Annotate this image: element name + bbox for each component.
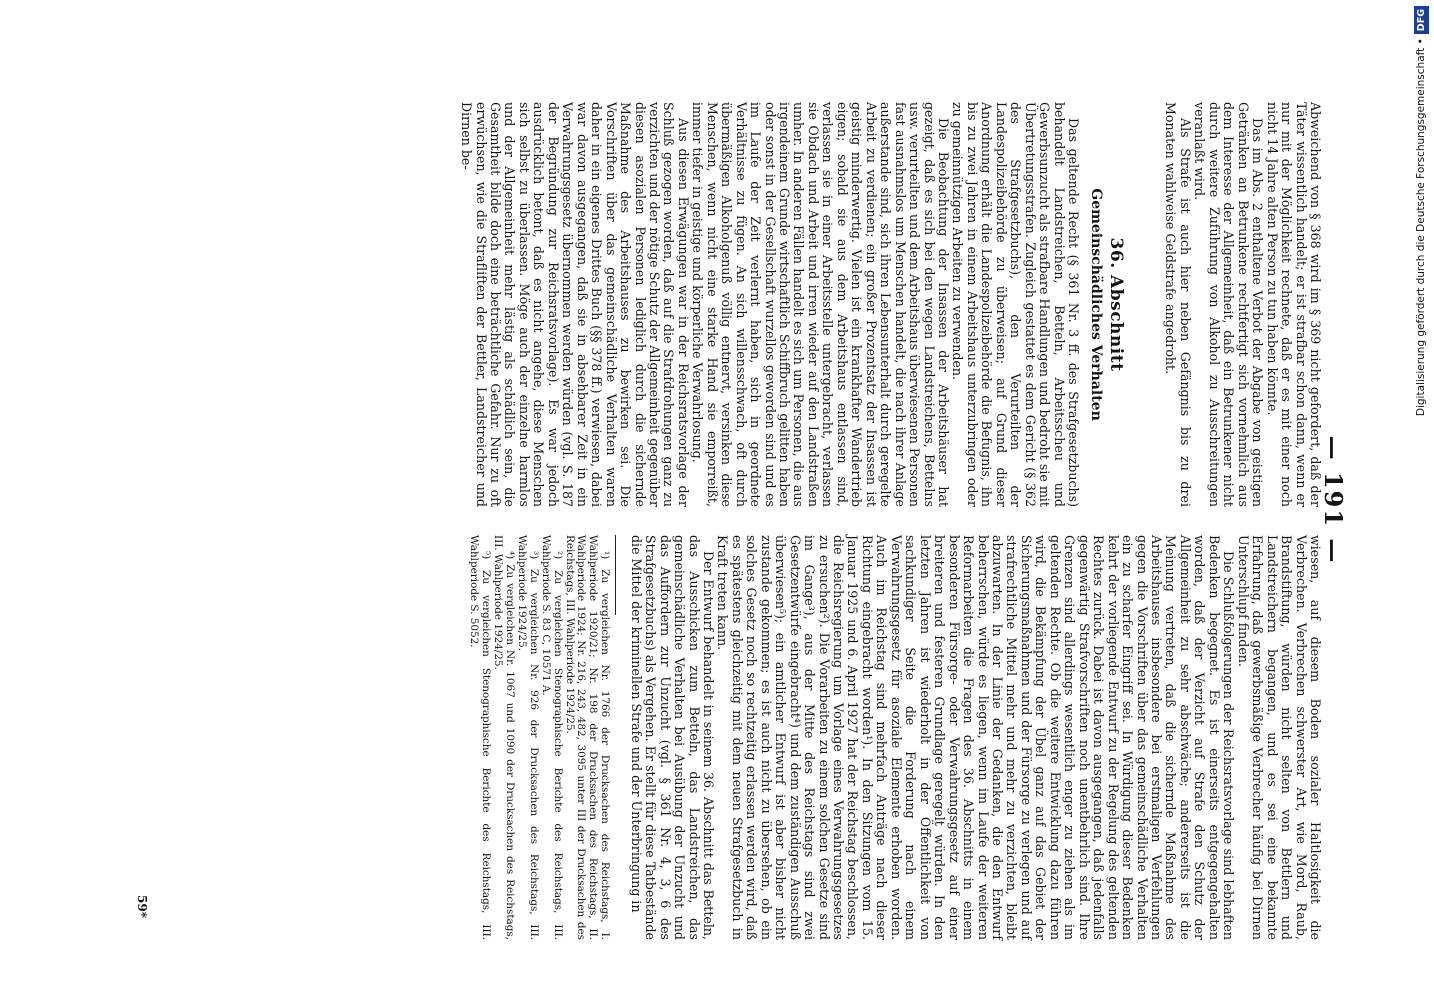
footnotes xyxy=(467,535,610,940)
page-number: — 191 — xyxy=(1319,435,1348,565)
section-heading: 36. Abschnitt xyxy=(1106,237,1127,372)
paragraph: Abweichend von § 368 wird im § 369 nicht gefordert, daß der Täter wissentlich handelt; er ist strafbar schon dann, wenn er nur mit der Möglichkeit rechnete, daß er es mit einer noch nicht 14 Jahre alten Person zu tun haben könnte. xyxy=(1264,102,1323,507)
footnote: ³) Zu vergleichen Nr. 926 der Drucksachen des Reichstags, III. Wahlperiode 1924/25. xyxy=(515,535,540,940)
left-section-text xyxy=(459,102,1080,507)
paragraph: Die Beobachtung der Insassen der Arbeitshäuser hat gezeigt, daß es sich bei den wegen Landstreichens, Bettelns usw. verurteilten und dem Arbeitshaus überwiesenen Personen fast ausnahmslos um Menschen handelt, die nach ihrer Anlage außerstande sind, sich ihren Lebensunterhalt durch geregelte Arbeit zu verdienen; ein großer Prozentsatz der Insassen ist geistig minderwertig. Vielen ist ein krankhafter Wandertrieb eigen; sobald sie aus dem Arbeitshaus entlassen sind, verlassen sie in einer Arbeitsstelle untergebracht, verlassen sie Obdach und Arbeit und irren wieder auf den Landstraßen umher. In anderen Fällen handelt es sich um Personen, die aus irgendeinem Grunde wirtschaftlich Schiffbruch gelitten haben oder sonst in der Gesellschaft wurzellos geworden sind und es im Laufe der Zeit verlernt haben, sich in geordnete Verhältnisse zu fügen. An sich willensschwach, oft durch übermäßigen Alkoholgenuß völlig entnervt, versinken diese Menschen, wenn nicht eine starke Hand sie emporreißt, immer tiefer in geistige und körperliche Verwahrlosung. xyxy=(690,102,952,507)
footnote: ²) Zu vergleichen Stenographische Berichte des Reichstags, III. Wahlperiode S. 83 C, 10571 A. xyxy=(539,535,564,940)
paragraph: Das im Abs. 2 enthaltene Verbot der Abgabe von geistigen Getränken an Betrunkene rechtfertigt sich vornehmlich aus dem Interesse der Allgemeinheit, daß ein Betrunkener nicht durch weitere Zuführung von Alkohol zu Ausschreitungen veranlaßt wird. xyxy=(1192,102,1266,507)
paragraph: Die Schlußfolgerungen der Reichsratsvorlage sind lebhaften Bedenken begegnet. Es ist einerseits entgegengehalten worden, daß der Verzicht auf Strafe den Schutz der Allgemeinheit zu sehr abschwäche; andererseits ist die Meinung vertreten, daß die sichernde Maßnahme des Arbeitshauses insbesondere bei erstmaligen Verfehlungen gegen die Vorschriften über das gemeinschädliche Verhalten ein zu scharfer Eingriff sei. In Würdigung dieser Bedenken kehrt der vorliegende Entwurf zu der Regelung des geltenden Rechtes zurück. Dabei ist davon ausgegangen, daß jedenfalls gegenwärtig Strafvorschriften noch unentbehrlich sind. Ihre Grenzen sind allerdings wesentlich enger zu ziehen als im geltenden Rechte. Ob die weitere Entwicklung dazu führen wird, die Bekämpfung der Übel ganz auf das Gebiet der Sicherungsmaßnahmen und der Fürsorge zu verlegen und auf strafrechtliche Mittel mehr und mehr zu verzichten, bleibt abzuwarten. In der Linie der Gedanken, die den Entwurf beherrschen, würde es liegen, wenn im Laufe der weiteren Reformarbeiten die Fragen des 36. Abschnitts in einem besonderen Fürsorge- oder Verwahrungsgesetz auf einer breiteren und festeren Grundlage geregelt würden. In den letzten Jahren ist wiederholt in der Öffentlichkeit von sachkundiger Seite die Forderung nach einem Verwahrungsgesetz für asoziale Elemente erhoben worden. Auch im Reichstag sind mehrfach Anträge nach dieser Richtung eingebracht worden¹). In den Sitzungen vom 15. Januar 1925 und 6. April 1927 hat der Reichstag beschlossen, die Reichsregierung um Vorlage eines Verwahrungsgesetzes zu ersuchen²). Die Vorarbeiten zu einem solchen Gesetze sind im Gange³), aus der Mitte des Reichstags sind zwei Gesetzentwürfe eingebracht⁴) und dem zuständigen Ausschuß überwiesen⁵); ein amtlicher Entwurf ist aber bisher nicht zustande gekommen; es ist auch nicht zu übersehen, ob ein solches Gesetz noch so rechtzeitig erlassen werden wird, daß es spätestens gleichzeitig mit dem neuen Strafgesetzbuch in Kraft treten kann. xyxy=(715,535,1237,940)
paragraph: Das geltende Recht (§ 361 Nr. 3 ff. des Strafgesetzbuchs) behandelt Landstreichen, Betteln, Arbeitsscheu und Gewerbsunzucht als strafbare Handlungen und bedroht sie mit Übertretungsstrafen. Zugleich gestattet es dem Gericht (§ 362 des Strafgesetzbuchs), den Verurteilten der Landespolizeibehörde zu überweisen; auf Grund dieser Anordnung erhält die Landespolizeibehörde die Befugnis, ihn bis zu zwei Jahren in einem Arbeitshaus unterzubringen oder zu gemeinnützigen Arbeiten zu verwenden. xyxy=(950,102,1082,507)
section-subheading: Gemeinschädliches Verhalten xyxy=(1087,188,1104,421)
paragraph: wiesen, auf diesem Boden sozialer Haltlosigkeit die Verbrechen. Verbrechen schwerster Art, wie Mord, Raub, Brandstiftung, würden nicht selten von Bettlern und Landstreichern begangen, und es sei eine bekannte Erfahrung, daß gewerbsmäßige Verbrecher häufig bei Dirnen Unterschlupf finden. xyxy=(1235,535,1323,940)
paragraph: Aus diesen Erwägungen war in der Reichsratsvorlage der Schluß gezogen worden, daß auf die Strafdrohungen ganz zu verzichten und der nötige Schutz der Allgemeinheit gegenüber diesen asozialen Personen lediglich durch die sichernde Maßnahme des Arbeitshauses zu bewirken sei. Die Vorschriften über das gemeinschädliche Verhalten waren daher in ein eigenes Drittes Buch (§§ 378 ff.) verwiesen, dabei war davon ausgegangen, daß sie in absehbarer Zeit in ein Verwahrungsgesetz übernommen werden würden (vgl. S. 187 der Begründung zur Reichsratsvorlage). Es war jedoch ausdrücklich betont, daß es nicht angehe, diese Menschen sich selbst zu überlassen. Möge auch der einzelne harmlos und der Allgemeinheit mehr lästig als schädlich sein, die Gesamtheit bilde doch eine beträchtliche Gefahr. Nur zu oft erwüchsen, wie die Strafliften der Bettler, Landstreicher und Dirnen be- xyxy=(459,102,691,507)
page-signature: 59* xyxy=(135,895,149,918)
dfg-stamp-caption: Digitalisierung gefördert durch die Deutsche Forschungsgemeinschaft • xyxy=(1415,38,1427,417)
dfg-stamp xyxy=(1412,6,1432,796)
paragraph: Der Entwurf behandelt in seinem 36. Abschnitt das Betteln, das Ausschicken zum Betteln, das Landstreichen, das gemeinschädliche Verhalten bei Ausübung der Unzucht und das Auffordern zur Unzucht (vgl. § 361 Nr. 4, 3, 6 des Strafgesetzbuchs) als Vergehen. Er stellt für diese Tatbestände die Mittel der kriminellen Strafe und der Unterbringung in xyxy=(628,535,716,940)
paragraph: Als Strafe ist auch hier neben Gefängnis bis zu drei Monaten wahlweise Geldstrafe angedroht. xyxy=(1163,102,1193,507)
right-body-text xyxy=(628,535,1322,940)
right-column xyxy=(467,535,1322,940)
footnote: ⁵) Zu vergleichen Stenographische Berichte des Reichstags, III. Wahlperiode S. 5052. xyxy=(468,535,493,940)
left-column xyxy=(459,102,1322,507)
footnote-divider xyxy=(615,535,616,615)
footnote: ¹) Zu vergleichen Nr. 1766 der Drucksachen des Reichstags, I. Wahlperiode 1920/21; Nr. 198 der Drucksachen des Reichstags, II. Wahlperiode 1924; Nr. 216, 243, 482, 3095 unter III der Drucksachen des Reichstags, III. Wahlperiode 1924/25. xyxy=(563,535,612,940)
left-intro-text xyxy=(1163,102,1322,507)
dfg-logo: DFG xyxy=(1414,6,1429,34)
footnote: ⁴) Zu vergleichen Nr. 1067 und 1090 der Drucksachen des Reichstags, III. Wahlperiode 1924/25. xyxy=(492,535,516,940)
dfg-stamp-text xyxy=(1414,6,1429,796)
